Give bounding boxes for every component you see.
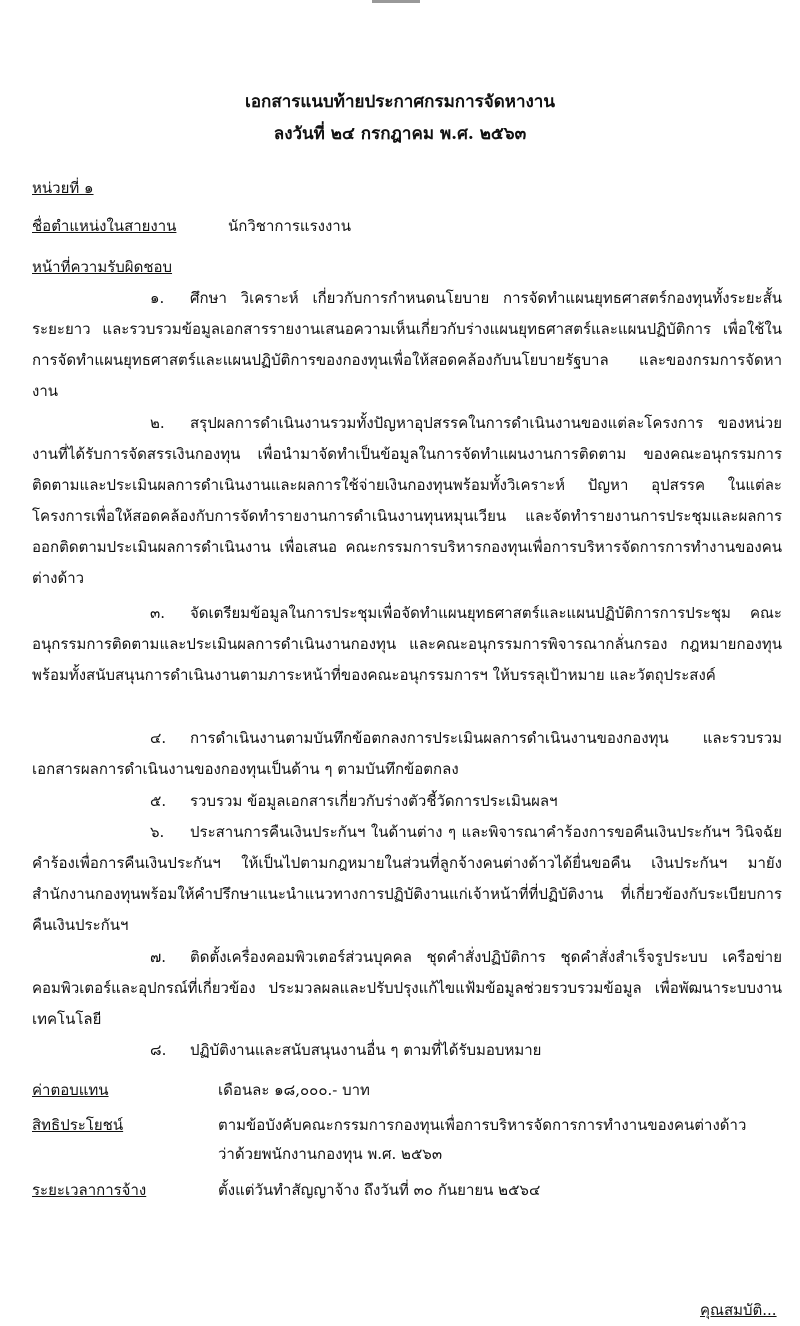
- duty-number: ๘.: [150, 1041, 167, 1059]
- duty-item-4: [32, 723, 782, 785]
- compensation-value: เดือนละ ๑๘,๐๐๐.- บาท: [218, 1081, 370, 1099]
- position-value: นักวิชาการแรงงาน: [228, 217, 351, 235]
- benefits-value-line2: ว่าด้วยพนักงานกองทุน พ.ศ. ๒๕๖๓: [218, 1145, 443, 1163]
- compensation-label: ค่าตอบแทน: [32, 1081, 109, 1099]
- document-title: เอกสารแนบท้ายประกาศกรมการจัดหางาน: [245, 92, 555, 112]
- position-label: ชื่อตำแหน่งในสายงาน: [32, 217, 177, 235]
- duty-text: การดำเนินงานตามบันทึกข้อตกลงการประเมินผลการดำเนินงานของกองทุน และรวบรวมเอกสารผลการดำเนินงานของกองทุนเป็นด้าน ๆ ตามบันทึกข้อตกลง: [32, 729, 782, 778]
- benefits-label: สิทธิประโยชน์: [32, 1116, 124, 1134]
- benefits-value-line1: ตามข้อบังคับคณะกรรมการกองทุนเพื่อการบริหารจัดการการทำงานของคนต่างด้าว: [218, 1116, 747, 1134]
- duty-item-3: [32, 598, 782, 691]
- duties-heading: หน้าที่ความรับผิดชอบ: [32, 258, 173, 276]
- duty-item-8: [32, 1035, 782, 1066]
- unit-label: หน่วยที่ ๑: [32, 179, 94, 197]
- duty-item-1: [32, 283, 782, 407]
- duty-text: ประสานการคืนเงินประกันฯ ในด้านต่าง ๆ และพิจารณาคำร้องการขอคืนเงินประกันฯ วินิจฉัยคำร้องเพื่อการคืนเงินประกันฯ ให้เป็นไปตามกฎหมายในส่วนที่ลูกจ้างคนต่างด้าวได้ยื่นขอคืน เงินประกันฯ มายังสำนักงานกองทุนพร้อมให้คำปรึกษาแนะนำแนวทางการปฏิบัติงานแก่เจ้าหน้าที่ที่ปฏิบัติงาน ที่เกี่ยวข้องกับระเบียบการคืนเงินประกันฯ: [32, 823, 782, 934]
- duty-item-6: [32, 817, 782, 941]
- continuation-note: คุณสมบัติ...: [700, 1301, 777, 1319]
- duty-number: ๕.: [150, 792, 167, 810]
- duty-text: ศึกษา วิเคราะห์ เกี่ยวกับการกำหนดนโยบาย การจัดทำแผนยุทธศาสตร์กองทุนทั้งระยะสั้น ระยะยาว และรวบรวมข้อมูลเอกสารรายงานเสนอความเห็นเกี่ยวกับร่างแผนยุทธศาสตร์และแผนปฏิบัติการ เพื่อใช้ในการจัดทำแผนยุทธศาสตร์และแผนปฏิบัติการของกองทุนเพื่อให้สอดคล้องกับนโยบายรัฐบาล และของกรมการจัดหางาน: [32, 289, 782, 400]
- scan-mark: [372, 0, 420, 3]
- document-date: ลงวันที่ ๒๔ กรกฎาคม พ.ศ. ๒๕๖๓: [273, 124, 527, 144]
- duty-item-7: [32, 942, 782, 1035]
- duty-text: จัดเตรียมข้อมูลในการประชุมเพื่อจัดทำแผนยุทธศาสตร์และแผนปฏิบัติการการประชุม คณะอนุกรรมการติดตามและประเมินผลการดำเนินงานกองทุน และคณะอนุกรรมการพิจารณากลั่นกรอง กฎหมายกองทุน พร้อมทั้งสนับสนุนการดำเนินงานตามภาระหน้าที่ของคณะอนุกรรมการฯ ให้บรรลุเป้าหมาย และวัตถุประสงค์: [32, 604, 782, 684]
- duty-item-2: [32, 408, 782, 594]
- employment-period-label: ระยะเวลาการจ้าง: [32, 1181, 147, 1199]
- duty-number: ๑.: [150, 289, 165, 307]
- duty-text: ปฏิบัติงานและสนับสนุนงานอื่น ๆ ตามที่ได้รับมอบหมาย: [190, 1041, 542, 1059]
- duty-text: รวบรวม ข้อมูลเอกสารเกี่ยวกับร่างตัวชี้วัดการประเมินผลฯ: [190, 792, 558, 810]
- employment-period-value: ตั้งแต่วันทำสัญญาจ้าง ถึงวันที่ ๓๐ กันยายน ๒๕๖๔: [218, 1181, 541, 1199]
- duty-text: สรุปผลการดำเนินงานรวมทั้งปัญหาอุปสรรคในการดำเนินงานของแต่ละโครงการ ของหน่วยงานที่ได้รับการจัดสรรเงินกองทุน เพื่อนำมาจัดทำเป็นข้อมูลในการจัดทำแผนงานการติดตาม ของคณะอนุกรรมการติดตามและประเมินผลการดำเนินงานและผลการใช้จ่ายเงินกองทุนพร้อมทั้งวิเคราะห์ ปัญหา อุปสรรค ในแต่ละโครงการเพื่อให้สอดคล้องกับการจัดทำรายงานการดำเนินงานทุนหมุนเวียน และจัดทำรายงานการประชุมและผลการออกติดตามประเมินผลการดำเนินงาน เพื่อเสนอ คณะกรรมการบริหารกองทุนเพื่อการบริหารจัดการการทำงานของคนต่างด้าว: [32, 414, 782, 587]
- duty-number: ๖.: [150, 823, 165, 841]
- duty-text: ติดตั้งเครื่องคอมพิวเตอร์ส่วนบุคคล ชุดคำสั่งปฏิบัติการ ชุดคำสั่งสำเร็จรูประบบ เครือข่ายคอมพิวเตอร์และอุปกรณ์ที่เกี่ยวข้อง ประมวลผลและปรับปรุงแก้ไขแฟ้มข้อมูลช่วยรวบรวมข้อมูล เพื่อพัฒนาระบบงานเทคโนโลยี: [32, 948, 782, 1028]
- duty-number: ๔.: [150, 729, 167, 747]
- duty-number: ๒.: [150, 414, 165, 432]
- duty-item-5: [32, 786, 782, 817]
- duty-number: ๓.: [150, 604, 166, 622]
- duty-number: ๗.: [150, 948, 167, 966]
